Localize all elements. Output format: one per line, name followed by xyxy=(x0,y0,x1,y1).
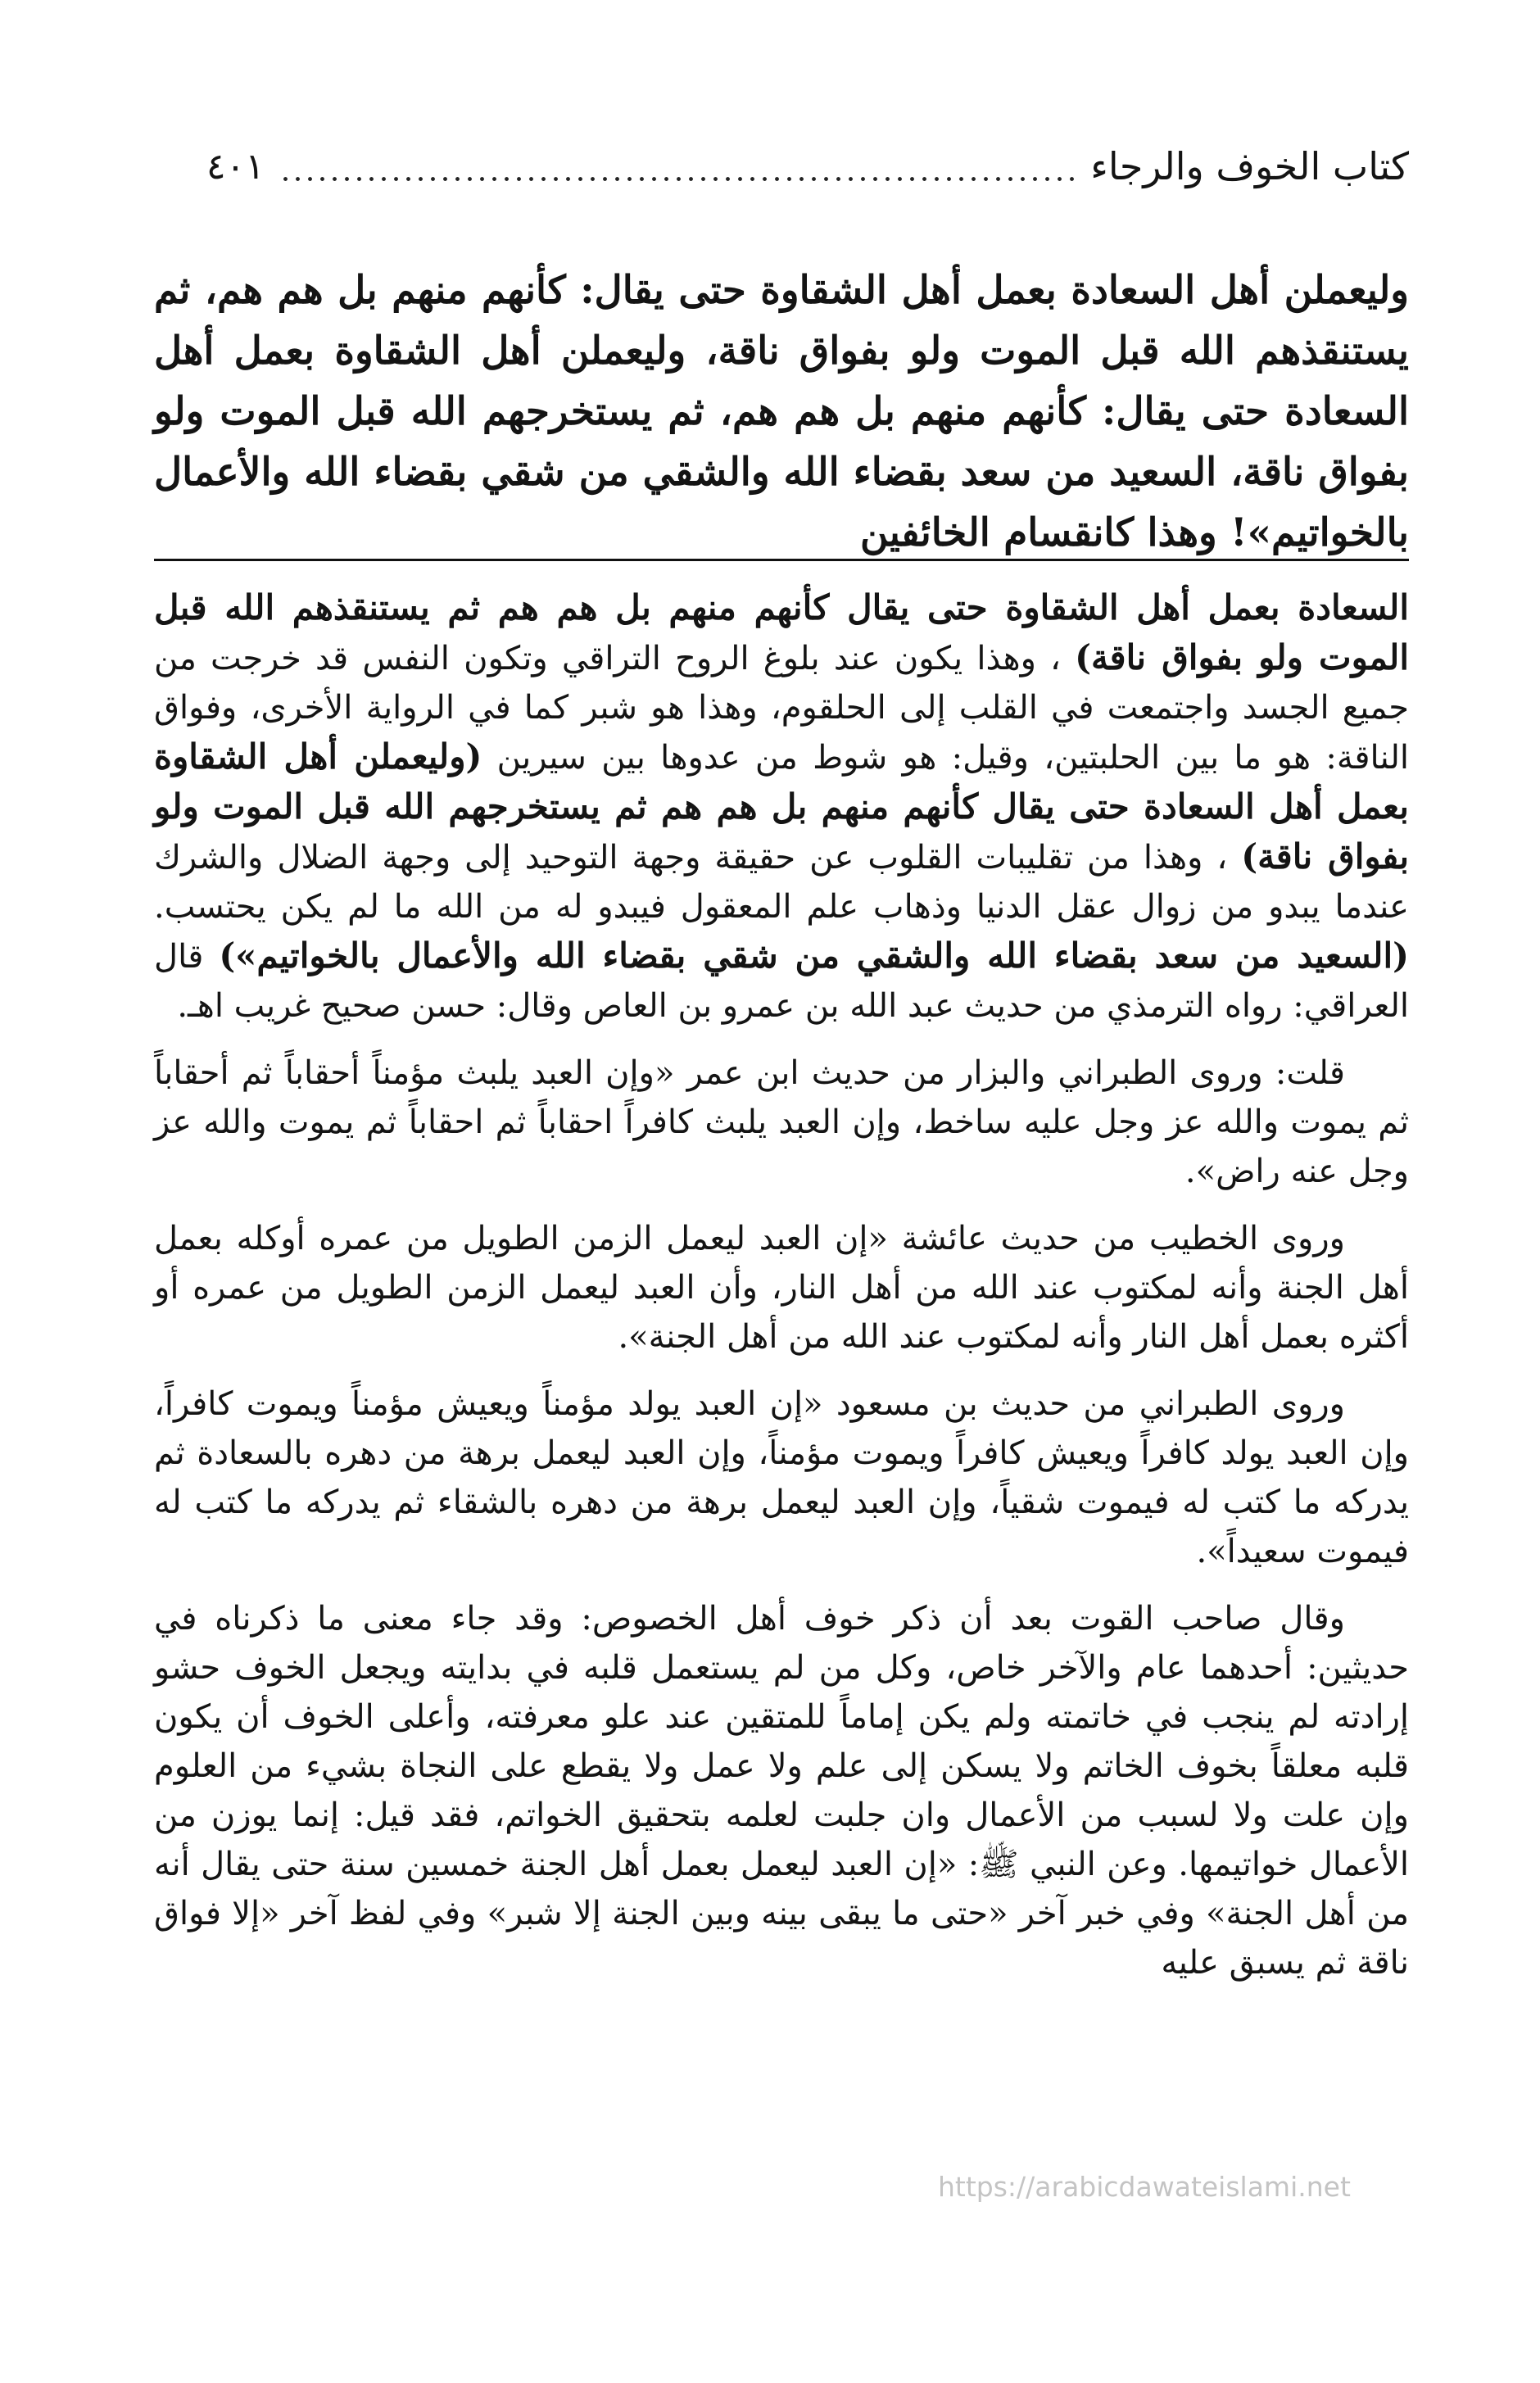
page-number: ٤٠١ xyxy=(206,145,265,188)
quoted-text: (السعيد من سعد بقضاء الله والشقي من شقي بقضاء الله والأعمال بالخواتيم») xyxy=(219,936,1409,976)
leader-dots xyxy=(279,150,1076,183)
commentary-paragraph-2: قلت: وروى الطبراني والبزار من حديث ابن عمر «وإن العبد يلبث مؤمناً أحقاباً ثم أحقاباً ثم يموت والله عز وجل عليه ساخط، وإن العبد يلبث كافراً احقاباً ثم احقاباً ثم يموت والله عز وجل عنه راض». xyxy=(154,1054,1409,1190)
quoted-text: السعادة بعمل أهل الشقاوة حتى يقال كأنهم منهم بل هم هم ثم يستنقذهم الله قبل الموت ولو بفواق ناقة) xyxy=(154,587,1410,677)
commentary xyxy=(154,583,1409,2005)
page-header xyxy=(206,138,1409,195)
main-text: وليعملن أهل السعادة بعمل أهل الشقاوة حتى يقال: كأنهم منهم بل هم هم، ثم يستنقذهم الله قبل الموت ولو بفواق ناقة، وليعملن أهل الشقاوة بعمل أهل السعادة حتى يقال: كأنهم منهم بل هم هم، ثم يستخرجهم الله قبل الموت ولو بفواق ناقة، السعيد من سعد بقضاء الله والشقي من شقي بقضاء الله والأعمال بالخواتيم»! وهذا كانقسام الخائفين xyxy=(154,268,1409,555)
commentary-paragraph-1 xyxy=(154,583,1409,1031)
quoted-text: (وليعملن أهل الشقاوة بعمل أهل السعادة حتى يقال كأنهم منهم بل هم هم ثم يستخرجهم الله قبل الموت ولو بفواق ناقة) xyxy=(154,736,1410,877)
commentary-paragraph-4: وروى الطبراني من حديث بن مسعود «إن العبد يولد مؤمناً ويعيش مؤمناً ويموت كافراً، وإن العبد يولد كافراً ويعيش كافراً ويموت مؤمناً، وإن العبد ليعمل برهة من دهره بالسعادة ثم يدركه ما كتب له فيموت شقياً، وإن العبد ليعمل برهة من دهره بالشقاء ثم يدركه ما كتب له فيموت سعيداً». xyxy=(154,1385,1409,1570)
commentary-text: قال العراقي: رواه الترمذي من حديث عبد الله بن عمرو بن العاص وقال: حسن صحيح غريب اهـ. xyxy=(154,938,1409,1025)
commentary-paragraph-3: وروى الخطيب من حديث عائشة «إن العبد ليعمل الزمن الطويل من عمره أوكله بعمل أهل الجنة وأنه لمكتوب عند الله من أهل النار، وأن العبد ليعمل الزمن الطويل من عمره أو أكثره بعمل أهل النار وأنه لمكتوب عند الله من أهل الجنة». xyxy=(154,1220,1409,1356)
commentary-paragraph-5: وقال صاحب القوت بعد أن ذكر خوف أهل الخصوص: وقد جاء معنى ما ذكرناه في حديثين: أحدهما عام والآخر خاص، وكل من لم يستعمل قلبه في بدايته ويجعل الخوف حشو إرادته لم ينجب في خاتمته ولم يكن إماماً للمتقين عند علو معرفته، وأعلى الخوف أن يكون قلبه معلقاً بخوف الخاتم ولا يسكن إلى علم ولا عمل ولا يقطع على النجاة بشيء من العلوم وإن علت ولا لسبب من الأعمال وان جلبت لعلمه بتحقيق الخواتم، فقد قيل: إنما يوزن من الأعمال خواتيمها. وعن النبي ﷺ: «إن العبد ليعمل بعمل أهل الجنة خمسين سنة حتى يقال أنه من أهل الجنة» وفي خبر آخر «حتى ما يبقى بينه وبين الجنة إلا شبر» وفي لفظ آخر «إلا فواق ناقة ثم يسبق عليه xyxy=(154,1600,1409,1982)
separator-rule xyxy=(154,559,1409,561)
watermark-url: https://arabicdawateislami.net xyxy=(938,2171,1351,2203)
commentary-text: ، وهذا من تقليبات القلوب عن حقيقة وجهة التوحيد إلى وجهة الضلال والشرك عندما يبدو من زوال عقل الدنيا وذهاب علم المعقول فيبدو له من الله ما لم يكن يحتسب. xyxy=(154,839,1409,926)
running-title: كتاب الخوف والرجاء xyxy=(1090,144,1409,188)
commentary-text: ، وهذا يكون عند بلوغ الروح التراقي وتكون النفس قد خرجت من جميع الجسد واجتمعت في القلب إلى الحلقوم، وهذا هو شبر كما في الرواية الأخرى، وفواق الناقة: هو ما بين الحلبتين، وقيل: هو شوط من عدوها بين سيرين xyxy=(154,640,1410,777)
